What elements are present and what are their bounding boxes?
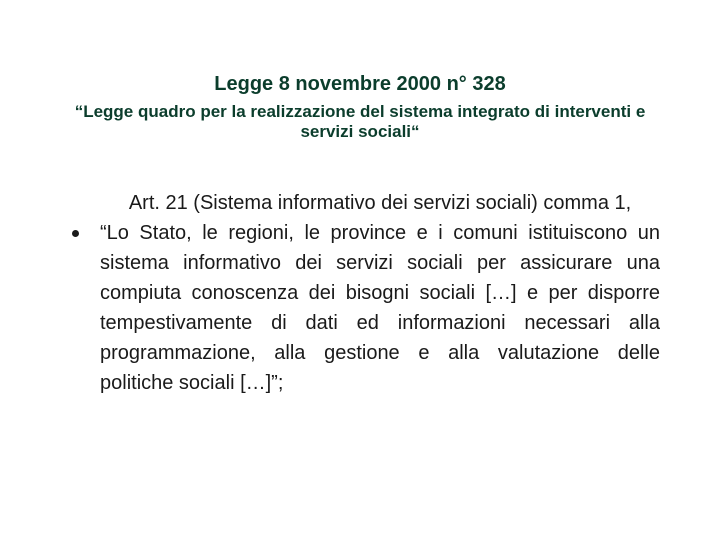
slide-subtitle: “Legge quadro per la realizzazione del sistema integrato di interventi e servizi sociali“ <box>74 102 646 141</box>
bullet-item <box>100 218 660 398</box>
slide-header <box>0 70 720 142</box>
slide-body <box>100 188 660 398</box>
quote-text: “Lo Stato, le regioni, le province e i comuni istituiscono un sistema informativo dei servizi sociali per assicurare una compiuta conoscenza dei bisogni sociali […] e per disporre tempestivamente di dati ed informazioni necessari alla programmazione, alla gestione e alla valutazione delle politiche sociali […]”; <box>100 222 660 394</box>
article-heading: Art. 21 (Sistema informativo dei servizi sociali) comma 1, <box>128 192 632 214</box>
bullet-dot-icon <box>72 230 79 237</box>
slide-title: Legge 8 novembre 2000 n° 328 <box>214 73 506 95</box>
